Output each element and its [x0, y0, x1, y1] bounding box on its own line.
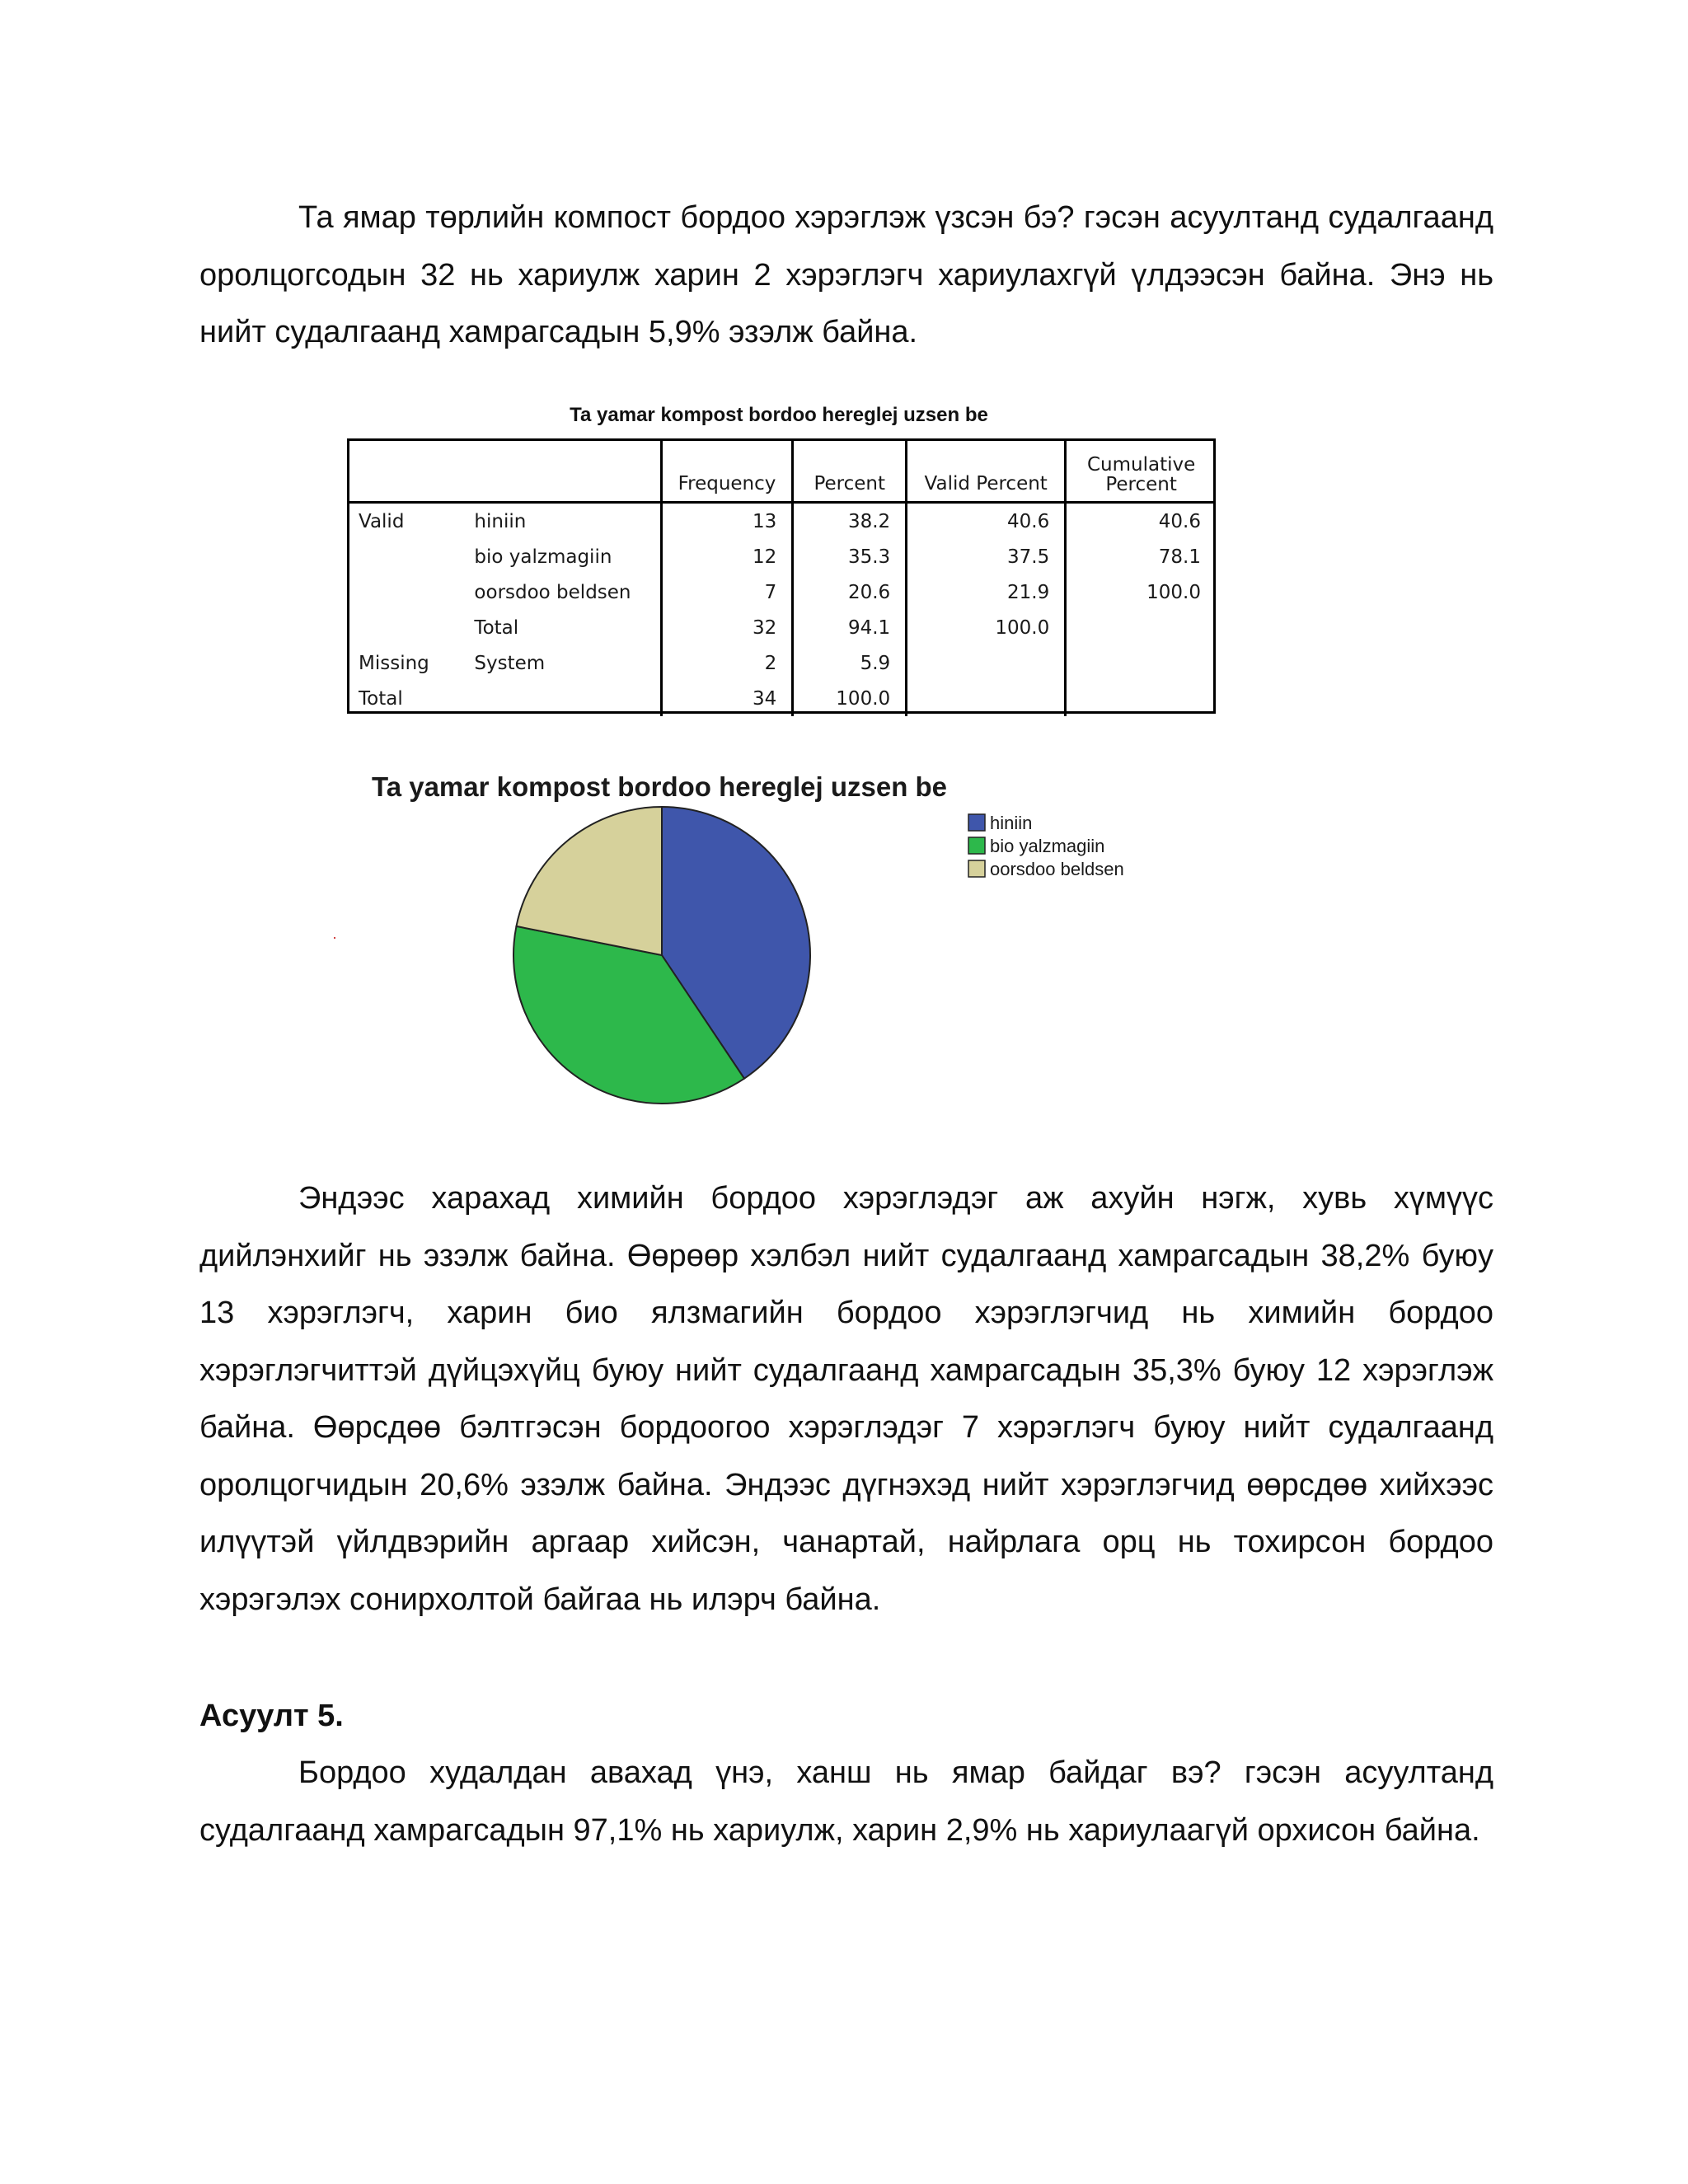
table-cell	[1066, 610, 1216, 645]
analysis-paragraph: Эндээс харахад химийн бордоо хэрэглэдэг аж ахуйн нэгж, хувь хүмүүс дийлэнхийг нь эзэлж байна. Өөрөөр хэлбэл нийт судалгаанд хамрагсадын 38,2% буюу 13 хэрэглэгч, харин био ялзмагийн бордоо хэрэглэгчид нь химийн бордоо хэрэглэгчиттэй дүйцэхүйц буюу нийт судалгаанд хамрагсадын 35,3% буюу 12 хэрэглэж байна. Өөрсдөө бэлтгэсэн бордоогоо хэрэглэдэг 7 хэрэглэгч буюу нийт судалгаанд оролцогчидын 20,6% эзэлж байна. Эндээс дүгнэхэд нийт хэрэглэгчид өөрсдөө хийхээс илүүтэй үйлдвэрийн аргаар хийсэн, чанартай, найрлага орц нь тохирсон бордоо хэрэгэлэх сонирхолтой байгаа нь илэрч байна.	[199, 1181, 1493, 1617]
table-header-percent: Percent	[793, 438, 907, 503]
legend-swatch	[968, 837, 985, 854]
stray-mark	[334, 937, 335, 939]
table-cell: 35.3	[793, 539, 907, 574]
table-header-cumulative-percent: Cumulative Percent	[1066, 438, 1216, 503]
table-cell: 7	[661, 574, 793, 610]
legend-label: bio yalzmagiin	[990, 836, 1105, 856]
table-header-valid-percent: Valid Percent	[907, 438, 1066, 503]
table-cell: bio yalzmagiin	[462, 539, 661, 574]
table-row	[347, 610, 1216, 645]
table-row	[347, 681, 1216, 716]
table-cell: 100.0	[1146, 581, 1201, 603]
question-paragraph: Бордоо худалдан авахад үнэ, ханш нь ямар байдаг вэ? гэсэн асуултанд судалгаанд хамрагсадын 97,1% нь хариулж, харин 2,9% нь хариулаагүй орхисон байна.	[199, 1755, 1493, 1848]
table-cell: Valid	[359, 510, 405, 532]
legend-swatch	[968, 860, 985, 877]
table-row	[347, 645, 1216, 681]
table-cell	[347, 610, 462, 645]
table-cell	[1066, 681, 1216, 716]
table-cell: Missing	[359, 652, 429, 674]
table-row	[347, 574, 1216, 610]
table-cell: 100.0	[793, 681, 907, 716]
legend-label: hiniin	[990, 813, 1033, 833]
pie-chart	[371, 766, 1187, 1121]
table-cell	[1066, 645, 1216, 681]
legend-swatch	[968, 814, 985, 831]
table-cell	[462, 681, 661, 716]
table-cell: 20.6	[793, 574, 907, 610]
table-cell: 40.6	[1158, 510, 1201, 532]
table-row	[347, 503, 1216, 540]
table-cell: hiniin	[462, 503, 661, 540]
table-cell: 40.6	[907, 503, 1066, 540]
chart-title: Ta yamar kompost bordoo hereglej uzsen be	[371, 771, 948, 802]
table-cell: System	[462, 645, 661, 681]
table-cell: 100.0	[907, 610, 1066, 645]
table-header-blank	[347, 438, 462, 503]
table-cell: 78.1	[1158, 546, 1201, 568]
table-header-row	[347, 438, 1216, 503]
table-cell: Total	[462, 610, 661, 645]
legend-label: oorsdoo beldsen	[990, 859, 1124, 879]
table-cell: oorsdoo beldsen	[462, 574, 661, 610]
question-heading: Асуулт 5.	[199, 1699, 344, 1733]
table-cell: 12	[661, 539, 793, 574]
table-cell: 34	[661, 681, 793, 716]
table-row	[347, 539, 1216, 574]
frequency-table	[347, 438, 1216, 716]
chart-legend	[968, 813, 1124, 879]
pie-slices	[513, 807, 810, 1104]
table-cell	[907, 681, 1066, 716]
table-header-blank	[462, 438, 661, 503]
table-cell: 5.9	[793, 645, 907, 681]
table-cell: 21.9	[907, 574, 1066, 610]
table-cell	[907, 645, 1066, 681]
table-cell: 94.1	[793, 610, 907, 645]
table-cell: Total	[359, 687, 403, 710]
table-cell: 32	[661, 610, 793, 645]
table-cell: 38.2	[793, 503, 907, 540]
table-cell: 37.5	[907, 539, 1066, 574]
table-cell	[347, 574, 462, 610]
table-cell	[347, 539, 462, 574]
table-cell: 2	[661, 645, 793, 681]
table-title: Ta yamar kompost bordoo hereglej uzsen be	[570, 404, 988, 426]
table-header-frequency: Frequency	[661, 438, 793, 503]
table-cell: 13	[661, 503, 793, 540]
intro-paragraph: Та ямар төрлийн компост бордоо хэрэглэж үзсэн бэ? гэсэн асуултанд судалгаанд оролцогсодын 32 нь хариулж харин 2 хэрэглэгч хариулахгүй үлдээсэн байна. Энэ нь нийт судалгаанд хамрагсадын 5,9% эзэлж байна.	[199, 200, 1493, 349]
